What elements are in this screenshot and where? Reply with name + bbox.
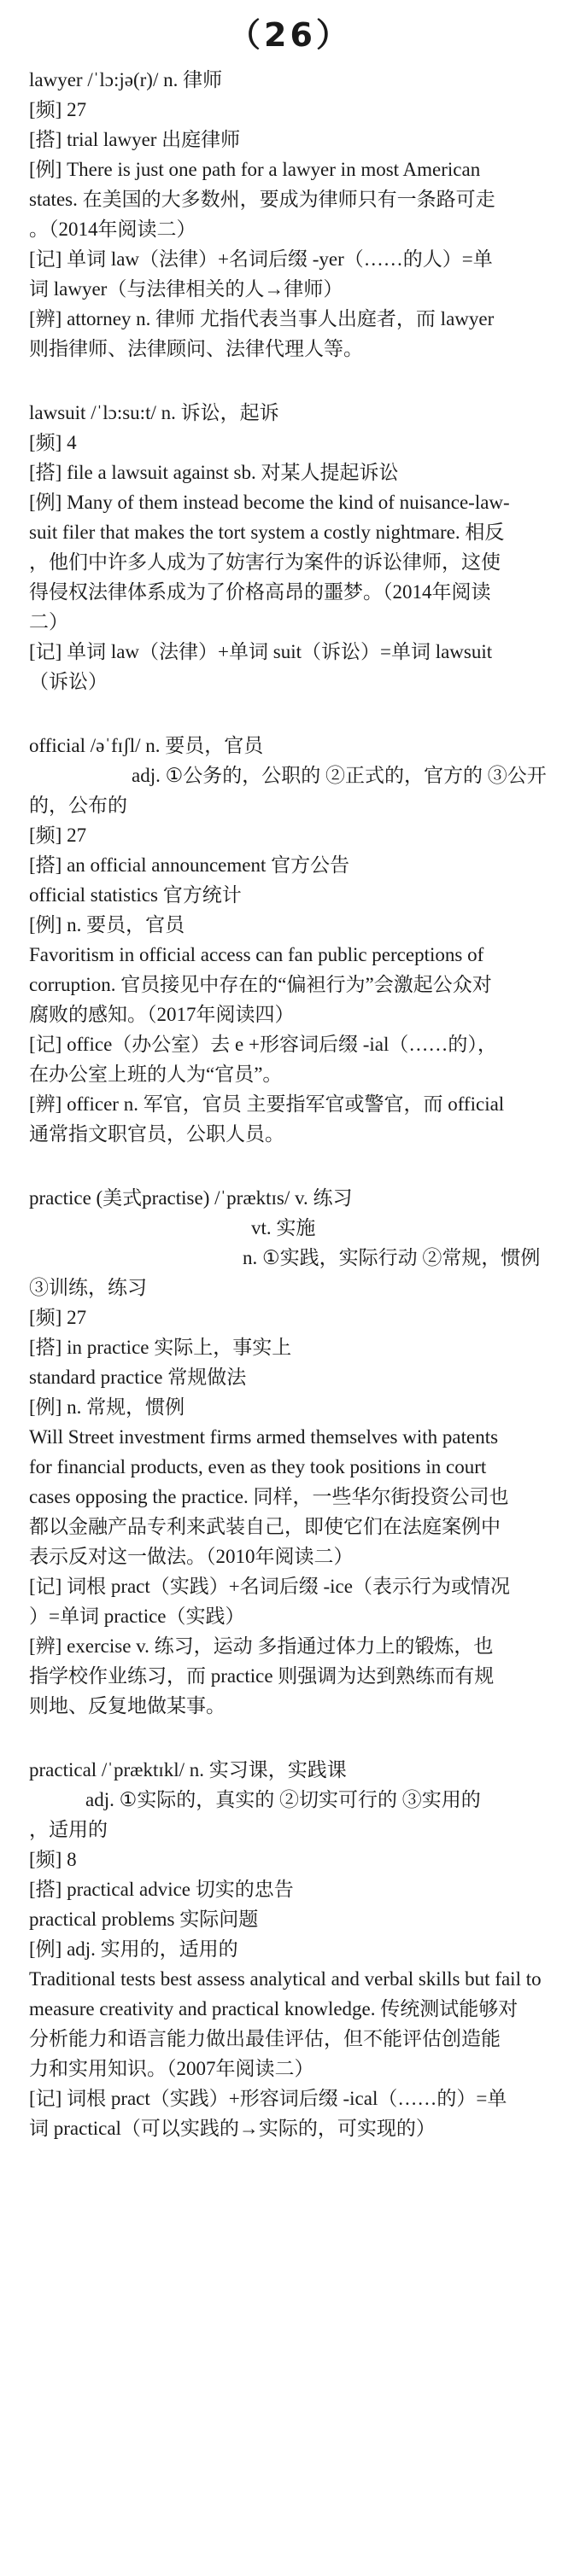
entry-line: [频] 27	[29, 825, 87, 846]
entry-line: 词 practical（可以实践的→实际的，可实现的）	[29, 2118, 436, 2139]
entry-line: [频] 4	[29, 432, 77, 453]
entry-line: 分析能力和语言能力做出最佳评估，但不能评估创造能	[29, 2028, 501, 2049]
entry-line: [搭] trial lawyer 出庭律师	[29, 129, 241, 150]
entry-line: [记] 单词 law（法律）+名词后缀 -yer（……的人）=单	[29, 248, 493, 270]
entry-line: [例] n. 要员，官员	[29, 914, 185, 935]
vocab-entry	[29, 1183, 551, 1721]
entry-line: 在办公室上班的人为“官员”。	[29, 1064, 283, 1085]
entry-line: [例] n. 常规，惯例	[29, 1396, 185, 1418]
entry-line: practical problems 实际问题	[29, 1909, 259, 1930]
entry-headword: practical /ˈpræktɪkl/ n. 实习课，实践课	[29, 1759, 347, 1780]
entry-line: [频] 27	[29, 99, 87, 120]
entry-line: [记] 单词 law（法律）+单词 suit（诉讼）=单词 lawsuit	[29, 641, 493, 662]
entry-line: 则地、反复地做某事。	[29, 1695, 226, 1716]
entry-line: [辨] exercise v. 练习，运动 多指通过体力上的锻炼，也	[29, 1635, 494, 1657]
entry-line: [辨] officer n. 军官，官员 主要指军官或警官，而 official	[29, 1093, 505, 1115]
entry-line: corruption. 官员接见中存在的“偏袒行为”会激起公众对	[29, 974, 492, 995]
entry-line: 。（2014年阅读二）	[29, 219, 196, 240]
entry-line: 得侵权法律体系成为了价格高昂的噩梦。（2014年阅读	[29, 581, 491, 603]
entry-line: official statistics 官方统计	[29, 884, 242, 906]
vocab-entry	[29, 65, 551, 364]
entry-line: [例] adj. 实用的，适用的	[29, 1938, 238, 1960]
entry-headword: practice (美式practise) /ˈpræktɪs/ v. 练习	[29, 1187, 353, 1209]
entry-line: [频] 27	[29, 1307, 87, 1328]
entry-headword: lawyer /ˈlɔ:jə(r)/ n. 律师	[29, 69, 223, 90]
entries-list	[29, 65, 551, 2143]
entry-headword: official /əˈfɪʃl/ n. 要员，官员	[29, 735, 264, 756]
entry-line: 二）	[29, 611, 68, 632]
entry-line: Favoritism in official access can fan public perceptions of	[29, 944, 484, 965]
entry-line: ，他们中许多人成为了妨害行为案件的诉讼律师，这使	[29, 551, 501, 573]
entry-line: 表示反对这一做法。（2010年阅读二）	[29, 1546, 354, 1567]
entry-line: Traditional tests best assess analytical and verbal skills but fail to	[29, 1968, 542, 1990]
page-number: （26）	[228, 16, 352, 54]
entry-line: cases opposing the practice. 同样，一些华尔街投资公司也	[29, 1486, 509, 1507]
entry-line: ，适用的	[29, 1819, 108, 1840]
entry-line: ③训练，练习	[29, 1277, 147, 1298]
entry-line: （诉讼）	[29, 671, 108, 692]
entry-line: 腐败的感知。（2017年阅读四）	[29, 1004, 295, 1025]
entry-line: adj. ①实际的，真实的 ②切实可行的 ③实用的	[85, 1789, 481, 1810]
entry-line: Will Street investment firms armed themselves with patents	[29, 1426, 499, 1448]
entry-line: 词 lawyer（与法律相关的人→律师）	[29, 278, 343, 300]
entry-line: for financial products, even as they took positions in court	[29, 1456, 487, 1477]
vocab-entry	[29, 731, 551, 1149]
entry-line: standard practice 常规做法	[29, 1367, 247, 1388]
entry-line: measure creativity and practical knowledge. 传统测试能够对	[29, 1998, 518, 2019]
entry-headword: lawsuit /ˈlɔ:su:t/ n. 诉讼，起诉	[29, 402, 279, 423]
entry-line: ）=单词 practice（实践）	[29, 1606, 245, 1627]
entry-line: [例] Many of them instead become the kind of nuisance-law-	[29, 492, 510, 513]
entry-line: [频] 8	[29, 1849, 77, 1870]
entry-line: [记] 词根 pract（实践）+形容词后缀 -ical（……的）=单	[29, 2088, 507, 2109]
entry-line: 力和实用知识。（2007年阅读二）	[29, 2058, 314, 2079]
vocab-entry	[29, 1755, 551, 2143]
entry-line: adj. ①公务的，公职的 ②正式的，官方的 ③公开	[132, 765, 547, 786]
entry-line: [记] 词根 pract（实践）+名词后缀 -ice（表示行为或情况	[29, 1576, 510, 1597]
entry-line: 的，公布的	[29, 795, 127, 816]
entry-line: 通常指文职官员，公职人员。	[29, 1123, 284, 1145]
entry-line: [记] office（办公室）去 e +形容词后缀 -ial（……的），	[29, 1034, 497, 1055]
entry-line: vt. 实施	[251, 1217, 316, 1238]
entry-line: 都以金融产品专利来武装自己，即使它们在法庭案例中	[29, 1516, 501, 1537]
entry-line: [搭] practical advice 切实的忠告	[29, 1879, 294, 1900]
entry-line: [例] There is just one path for a lawyer in most American	[29, 159, 481, 180]
entry-line: 则指律师、法律顾问、法律代理人等。	[29, 338, 363, 359]
entry-line: [搭] an official announcement 官方公告	[29, 854, 350, 876]
entry-line: [搭] file a lawsuit against sb. 对某人提起诉讼	[29, 462, 399, 483]
entry-line: n. ①实践，实际行动 ②常规，惯例	[243, 1247, 541, 1268]
entry-line: [辨] attorney n. 律师 尤指代表当事人出庭者，而 lawyer	[29, 308, 495, 329]
vocab-entry	[29, 398, 551, 696]
entry-line: [搭] in practice 实际上，事实上	[29, 1337, 292, 1358]
entry-line: states. 在美国的大多数州，要成为律师只有一条路可走	[29, 189, 495, 210]
entry-line: suit filer that makes the tort system a costly nightmare. 相反	[29, 522, 505, 543]
entry-line: 指学校作业练习，而 practice 则强调为达到熟练而有规	[29, 1665, 495, 1687]
